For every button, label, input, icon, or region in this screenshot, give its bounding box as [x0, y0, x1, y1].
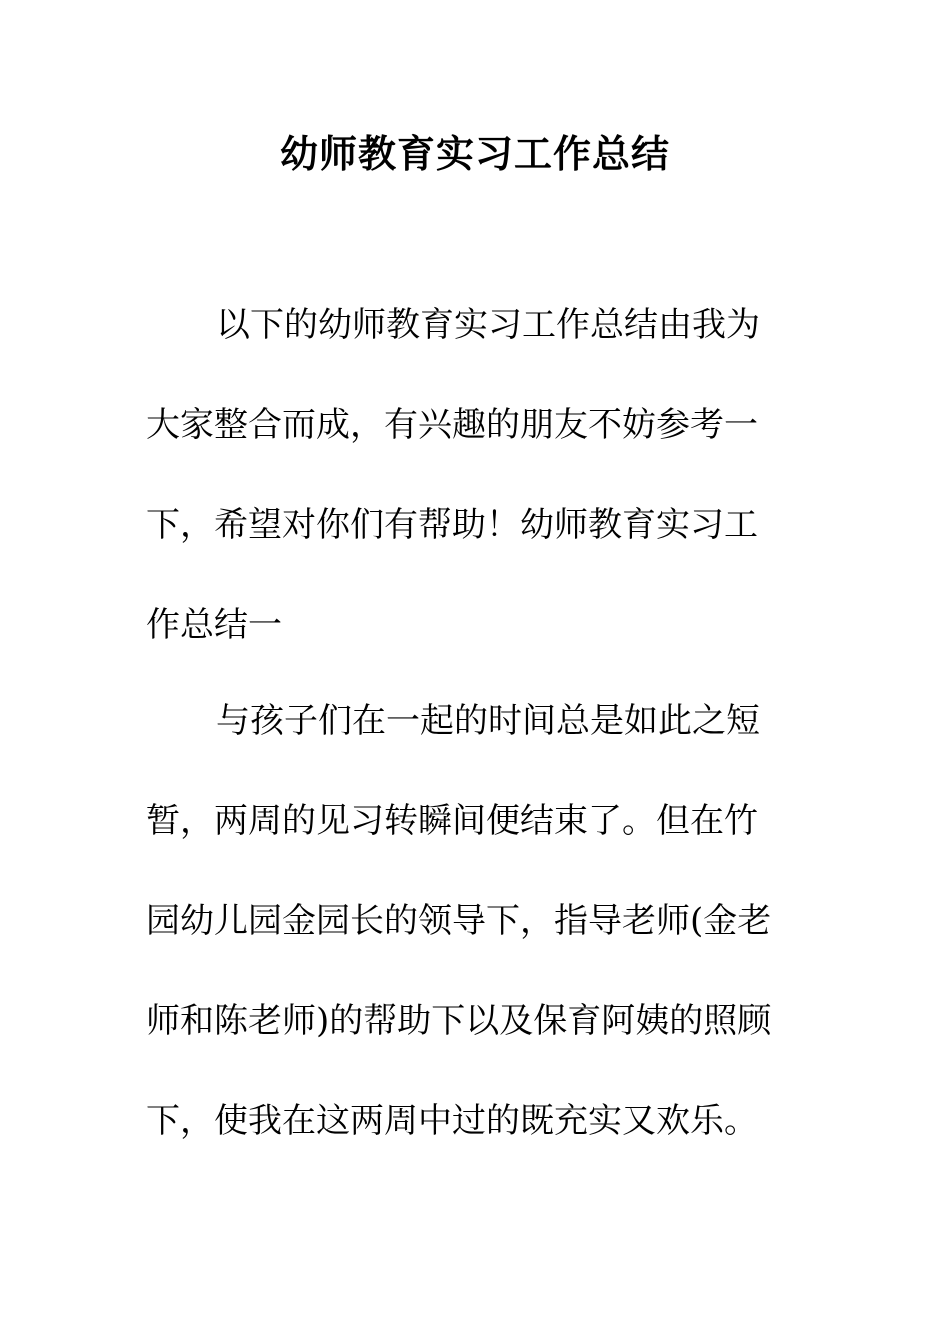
paragraph-line: 师和陈老师)的帮助下以及保育阿姨的照顾	[146, 1001, 772, 1041]
document-title: 幼师教育实习工作总结	[279, 131, 670, 176]
paragraph-line: 下，希望对你们有帮助！幼师教育实习工	[146, 505, 758, 545]
paragraph-line: 下，使我在这两周中过的既充实又欢乐。	[146, 1101, 758, 1141]
paragraph-line: 暂，两周的见习转瞬间便结束了。但在竹	[146, 801, 758, 841]
paragraph-line: 大家整合而成，有兴趣的朋友不妨参考一	[146, 405, 758, 445]
paragraph-line: 园幼儿园金园长的领导下，指导老师(金老	[146, 901, 772, 941]
paragraph-line: 以下的幼师教育实习工作总结由我为	[216, 305, 760, 345]
paragraph-line: 作总结一	[146, 605, 282, 645]
paragraph-line: 与孩子们在一起的时间总是如此之短	[216, 701, 760, 741]
